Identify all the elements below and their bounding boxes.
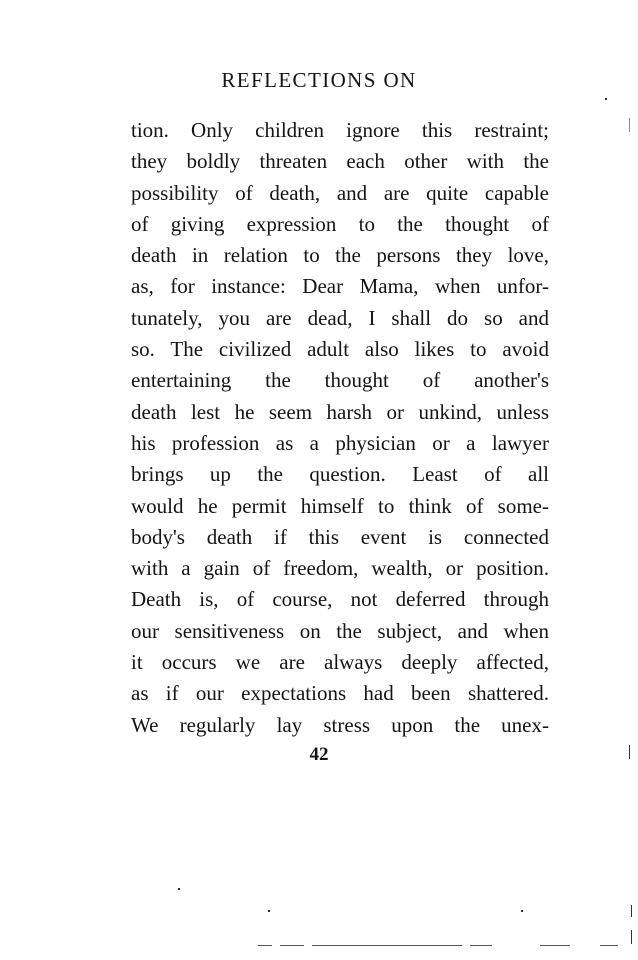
text-line: brings up the question. Least of all [131,462,549,487]
scan-speck [521,910,523,912]
scan-edge-line [312,945,462,946]
text-line: possibility of death, and are quite capable [131,180,549,205]
text-line: of giving expression to the thought of [131,211,549,236]
text-line: body's death if this event is connected [131,524,549,549]
text-line: as, for instance: Dear Mama, when unfor- [131,274,549,299]
text-line: our sensitiveness on the subject, and when [131,618,549,643]
text-line: as if our expectations had been shattered. [131,681,549,706]
text-line: Death is, of course, not deferred through [131,587,549,612]
scan-edge-line [600,945,618,946]
text-line: his profession as a physician or a lawyer [131,430,549,455]
text-line: death lest he seem harsh or unkind, unless [131,399,549,424]
text-line: would he permit himself to think of some- [131,493,549,518]
text-line: so. The civilized adult also likes to avoid [131,337,549,362]
scan-edge-line [470,945,492,946]
scan-edge-line [258,945,272,946]
text-line: it occurs we are always deeply affected, [131,650,549,675]
scan-speck [605,98,607,100]
scan-speck [631,905,632,917]
running-header: REFLECTIONS ON [221,68,417,92]
scan-speck [629,118,630,132]
text-line: We regularly lay stress upon the unex- [131,712,549,737]
text-line: death in relation to the persons they love, [131,243,549,268]
scan-edge-line [540,945,570,946]
scan-speck [631,930,632,944]
scan-speck [629,745,630,759]
scan-speck [268,910,270,912]
text-line: entertaining the thought of another's [131,368,549,393]
page-number: 42 [309,744,329,765]
text-line: they boldly threaten each other with the [131,149,549,174]
scan-speck [178,888,180,890]
text-line: tion. Only children ignore this restraint; [131,118,549,142]
text-line: tunately, you are dead, I shall do so and [131,305,549,330]
scan-edge-line [280,945,304,946]
body-text [131,115,549,741]
text-line: with a gain of freedom, wealth, or position. [131,556,549,581]
